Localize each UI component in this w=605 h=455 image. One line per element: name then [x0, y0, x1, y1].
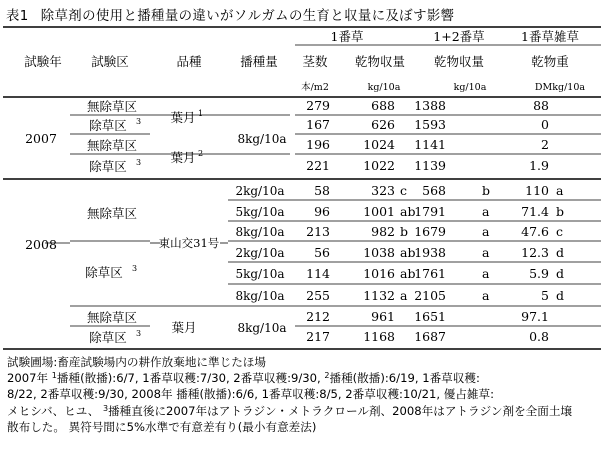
unit-dry-yield-12: kg/10a	[453, 82, 487, 93]
cell-weed-dry-weight: 0.8	[529, 329, 549, 344]
cell-dry-yield-1: 1022	[363, 158, 395, 173]
cell-weed-dry-weight: 0	[541, 117, 549, 132]
table-row	[235, 224, 563, 239]
seeding-rate-2008-haduki: 8kg/10a	[237, 321, 287, 335]
header-seeding-rate: 播種量	[240, 54, 278, 69]
cell-weed-dry-weight: 88	[533, 98, 549, 113]
table-stub	[25, 99, 286, 345]
cell-weed-group: d	[556, 288, 565, 303]
cell-dry-yield-1: 1132	[363, 288, 395, 303]
variety-tosan-31: 東山交31号	[158, 236, 220, 250]
table-header	[24, 29, 585, 93]
cell-dry-yield-1: 688	[371, 98, 395, 113]
cell-weed-dry-weight: 12.3	[521, 245, 549, 260]
table-row	[306, 98, 549, 113]
cell-weed-dry-weight: 1.9	[529, 158, 549, 173]
cell-dry-yield-12-group: a	[482, 204, 490, 219]
header-weed-dry-weight: 乾物重	[531, 54, 569, 69]
cell-stem-count: 56	[314, 245, 330, 260]
cell-dry-yield-12: 2105	[414, 288, 446, 303]
cell-seeding-rate: 2kg/10a	[235, 184, 285, 198]
cell-dry-yield-12: 1593	[414, 117, 446, 132]
table-number: 表1	[6, 9, 29, 24]
unit-stem: 本/m2	[301, 82, 329, 93]
cell-dry-yield-1-group: ab	[400, 266, 416, 281]
cell-weed-group: c	[556, 224, 564, 239]
cell-weed-dry-weight: 5.9	[529, 266, 549, 281]
cell-stem-count: 217	[306, 329, 330, 344]
cell-stem-count: 213	[306, 224, 330, 239]
unit-dry-yield-1: kg/10a	[367, 82, 401, 93]
year-2007: 2007	[25, 131, 57, 146]
cell-weed-dry-weight: 2	[541, 137, 549, 152]
cell-dry-yield-1: 961	[371, 309, 395, 324]
cell-stem-count: 96	[314, 204, 330, 219]
cell-dry-yield-1: 982	[371, 224, 395, 239]
cell-dry-yield-12: 1938	[414, 245, 446, 260]
cell-stem-count: 167	[306, 117, 330, 132]
table-row	[235, 245, 564, 260]
table-row	[235, 204, 564, 219]
table-row	[306, 137, 549, 152]
cell-dry-yield-1-group: c	[400, 183, 408, 198]
note-field: 試験圃場:畜産試験場内の耕作放棄地に準じたほ場	[7, 355, 266, 369]
plot-herbicide: 除草区	[89, 159, 127, 174]
unit-weed: DMkg/10a	[534, 82, 586, 93]
cell-weed-dry-weight: 97.1	[521, 309, 549, 324]
plot-herbicide: 除草区	[89, 330, 127, 345]
cell-dry-yield-12: 1141	[414, 137, 446, 152]
svg-text:1: 1	[198, 109, 204, 118]
cell-weed-dry-weight: 110	[525, 183, 549, 198]
header-stem-count: 茎数	[302, 54, 328, 69]
svg-text:3: 3	[136, 117, 142, 126]
cell-seeding-rate: 8kg/10a	[235, 289, 285, 303]
cell-dry-yield-12-group: a	[482, 266, 490, 281]
variety-haduki: 葉月	[171, 320, 197, 335]
cell-dry-yield-1: 1024	[363, 137, 395, 152]
cell-stem-count: 114	[306, 266, 330, 281]
cell-dry-yield-12: 1791	[414, 204, 446, 219]
cell-dry-yield-12: 1679	[414, 224, 446, 239]
cell-dry-yield-1: 1016	[363, 266, 395, 281]
cell-dry-yield-1: 1038	[363, 245, 395, 260]
note-schedule-2008: 8/22, 2番草収穫:9/30, 2008年 播種(散播):6/6, 1番草収穫:8/5, 2番草収穫:10/21, 優占雑草:	[7, 387, 495, 402]
note-schedule-2007: 2007年 $^1$播種(散播):6/7, 1番草収穫:7/30, 2番草収穫:9/30, $^2$播種(散播):6/19, 1番草収穫:	[7, 371, 480, 386]
note-significance: 散布した。 異符号間に5%水準で有意差有り(最小有意差法)	[7, 419, 317, 434]
table-rules	[3, 27, 601, 349]
plot-no-herbicide: 無除草区	[86, 310, 138, 325]
header-first-cut-weeds: 1番草雑草	[521, 29, 579, 44]
cell-dry-yield-12: 1388	[414, 98, 446, 113]
table-row	[235, 288, 564, 303]
header-dry-yield-1: 乾物収量	[354, 54, 406, 69]
seeding-rate-2007: 8kg/10a	[237, 132, 287, 146]
svg-text:3: 3	[132, 264, 138, 273]
cell-dry-yield-1-group: a	[400, 288, 408, 303]
plot-no-herbicide: 無除草区	[86, 138, 138, 153]
cell-dry-yield-1-group: ab	[400, 204, 416, 219]
table-row	[235, 183, 564, 198]
svg-text:3: 3	[136, 158, 142, 167]
table-row	[235, 266, 564, 281]
cell-stem-count: 255	[306, 288, 330, 303]
header-variety: 品種	[176, 54, 202, 69]
header-dry-yield-12: 乾物収量	[433, 54, 485, 69]
svg-text:3: 3	[136, 329, 142, 338]
cell-seeding-rate: 5kg/10a	[235, 267, 285, 281]
cell-stem-count: 58	[314, 183, 330, 198]
cell-dry-yield-12: 1687	[414, 329, 446, 344]
cell-stem-count: 196	[306, 137, 330, 152]
cell-dry-yield-1: 323	[371, 183, 395, 198]
variety-haduki: 葉月	[170, 110, 196, 125]
plot-no-herbicide: 無除草区	[86, 206, 138, 221]
cell-weed-group: d	[556, 245, 565, 260]
cell-dry-yield-12: 1651	[414, 309, 446, 324]
table-notes	[7, 354, 603, 435]
note-herbicide: メヒシバ、ヒユ、 $^3$播種直後に2007年はアトラジン・メトラクロール剤、2008年はアトラジン剤を全面土壌	[7, 403, 573, 418]
cell-stem-count: 221	[306, 158, 330, 173]
svg-text:2: 2	[198, 149, 204, 158]
cell-weed-group: d	[556, 266, 565, 281]
header-year: 試験年	[24, 54, 62, 69]
cell-dry-yield-1: 1168	[363, 329, 395, 344]
cell-dry-yield-1: 1001	[363, 204, 395, 219]
cell-seeding-rate: 8kg/10a	[235, 225, 285, 239]
cell-weed-group: b	[556, 204, 565, 219]
cell-dry-yield-12-group: a	[482, 288, 490, 303]
variety-haduki: 葉月	[170, 150, 196, 165]
cell-dry-yield-1-group: ab	[400, 245, 416, 260]
plot-no-herbicide: 無除草区	[86, 99, 138, 114]
cell-dry-yield-12: 1139	[414, 158, 446, 173]
table-row	[306, 158, 549, 173]
table-title: 除草剤の使用と播種量の違いがソルガムの生育と収量に及ぼす影響	[40, 9, 455, 24]
cell-seeding-rate: 5kg/10a	[235, 205, 285, 219]
cell-weed-group: a	[556, 183, 564, 198]
cell-weed-dry-weight: 71.4	[521, 204, 549, 219]
cell-dry-yield-1: 626	[371, 117, 395, 132]
header-first-second-cut: 1+2番草	[433, 29, 485, 44]
cell-dry-yield-12: 1761	[414, 266, 446, 281]
year-2008: 2008	[25, 237, 57, 252]
plot-herbicide: 除草区	[89, 118, 127, 133]
cell-dry-yield-1-group: b	[400, 224, 409, 239]
cell-weed-dry-weight: 5	[541, 288, 549, 303]
cell-dry-yield-12-group: a	[482, 245, 490, 260]
plot-herbicide: 除草区	[85, 265, 123, 280]
cell-seeding-rate: 2kg/10a	[235, 246, 285, 260]
cell-stem-count: 212	[306, 309, 330, 324]
cell-weed-dry-weight: 47.6	[521, 224, 549, 239]
cell-stem-count: 279	[306, 98, 330, 113]
table-row	[306, 329, 549, 344]
cell-dry-yield-12: 568	[422, 183, 446, 198]
cell-dry-yield-12-group: a	[482, 224, 490, 239]
table-row	[306, 309, 549, 324]
table-row	[306, 117, 549, 132]
header-plot: 試験区	[91, 54, 129, 69]
cell-dry-yield-12-group: b	[482, 183, 491, 198]
header-first-cut: 1番草	[330, 29, 364, 44]
